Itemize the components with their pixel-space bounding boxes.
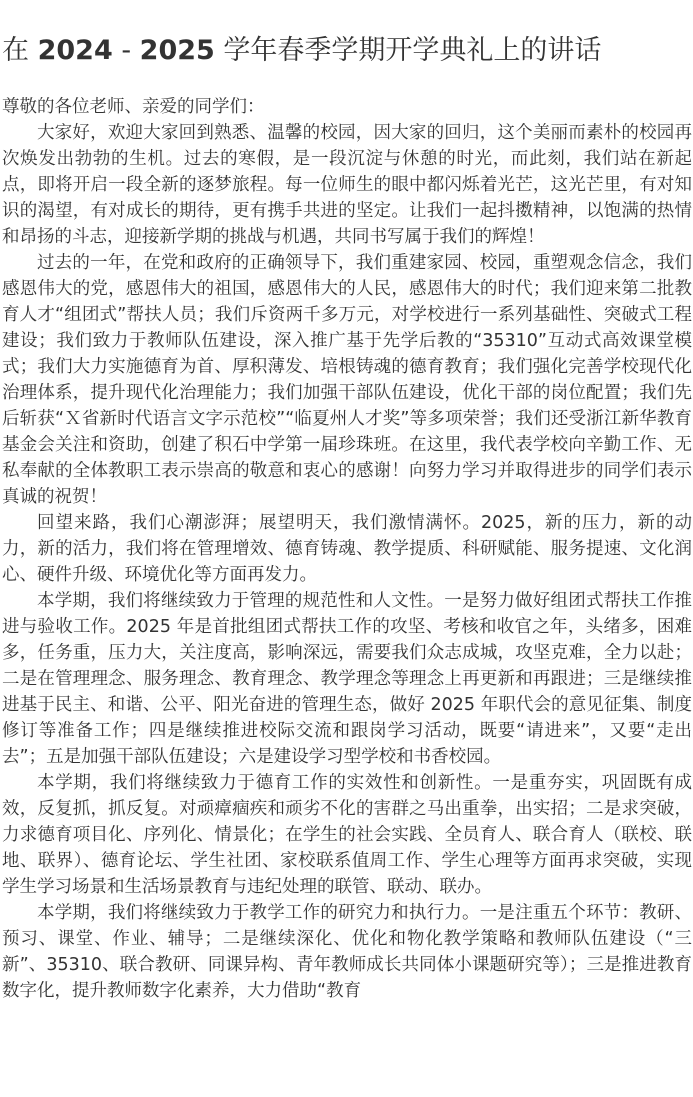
- article-title: [2, 0, 692, 94]
- article-body: [2, 94, 692, 1004]
- paragraph-management: 本学期，我们将继续致力于管理的规范性和人文性。一是努力做好组团式帮扶工作推进与验收工作。2025 年是首批组团式帮扶工作的攻坚、考核和收官之年，头绪多，困难多，任务重，压力大，关注度高，影响深远，需要我们众志成城，攻坚克难，全力以赴；二是在管理理念、服务理念、教育理念、教学理念等理念上再更新和再跟进；三是继续推进基于民主、和谐、公平、阳光奋进的管理生态，做好 2025 年职代会的意见征集、制度修订等准备工作；四是继续推进校际交流和跟岗学习活动，既要“请进来”，又要“走出去”；五是加强干部队伍建设；六是建设学习型学校和书香校园。: [2, 591, 692, 767]
- paragraph-moral-education: 本学期，我们将继续致力于德育工作的实效性和创新性。一是重夯实，巩固既有成效，反复抓，抓反复。对顽瘴痼疾和顽劣不化的害群之马出重拳，出实招；二是求突破，力求德育项目化、序列化、情景化；在学生的社会实践、全员育人、联合育人（联校、联地、联界）、德育论坛、学生社团、家校联系值周工作、学生心理等方面再求突破，实现学生学习场景和生活场景教育与违纪处理的联管、联动、联办。: [2, 773, 692, 897]
- paragraph-outlook: 回望来路，我们心潮澎湃；展望明天，我们激情满怀。2025，新的压力，新的动力，新的活力，我们将在管理增效、德育铸魂、教学提质、科研赋能、服务提速、文化润心、硬件升级、环境优化等方面再发力。: [2, 513, 692, 585]
- article: [2, 0, 692, 1004]
- paragraph-welcome: 大家好，欢迎大家回到熟悉、温馨的校园，因大家的回归，这个美丽而素朴的校园再次焕发出勃勃的生机。过去的寒假，是一段沉淀与休憩的时光，而此刻，我们站在新起点，即将开启一段全新的逐梦旅程。每一位师生的眼中都闪烁着光芒，这光芒里，有对知识的渴望，有对成长的期待，更有携手共进的坚定。让我们一起抖擞精神，以饱满的热情和昂扬的斗志，迎接新学期的挑战与机遇，共同书写属于我们的辉煌！: [2, 123, 692, 247]
- title-year-end: 2025: [139, 35, 215, 66]
- paragraph-past-year: 过去的一年，在党和政府的正确领导下，我们重建家园、校园，重塑观念信念，我们感恩伟大的党，感恩伟大的祖国，感恩伟大的人民，感恩伟大的时代；我们迎来第二批教育人才“组团式”帮扶人员；我们斥资两千多万元，对学校进行一系列基础性、突破式工程建设；我们致力于教师队伍建设，深入推广基于先学后教的“35310”互动式高效课堂模式；我们大力实施德育为首、厚积薄发、培根铸魂的德育教育；我们强化完善学校现代化治理体系，提升现代化治理能力；我们加强干部队伍建设，优化干部的岗位配置；我们先后斩获“Ｘ省新时代语言文字示范校”“临夏州人才奖”等多项荣誉；我们还受浙江新华教育基金会关注和资助，创建了积石中学第一届珍珠班。在这里，我代表学校向辛勤工作、无私奉献的全体教职工表示崇高的敬意和衷心的感谢！向努力学习并取得进步的同学们表示真诚的祝贺！: [2, 253, 692, 507]
- title-prefix: 在: [2, 35, 38, 66]
- salutation: 尊敬的各位老师、亲爱的同学们：: [2, 97, 265, 117]
- title-separator: -: [112, 35, 140, 66]
- title-year-start: 2024: [37, 35, 113, 66]
- title-suffix: 学年春季学期开学典礼上的讲话: [214, 35, 602, 66]
- paragraph-teaching: 本学期，我们将继续致力于教学工作的研究力和执行力。一是注重五个环节：教研、预习、课堂、作业、辅导；二是继续深化、优化和物化教学策略和教师队伍建设（“三新”、35310、联合教研、同课异构、青年教师成长共同体小课题研究等）；三是推进教育数字化，提升教师数字化素养，大力借助“教育: [2, 903, 692, 1001]
